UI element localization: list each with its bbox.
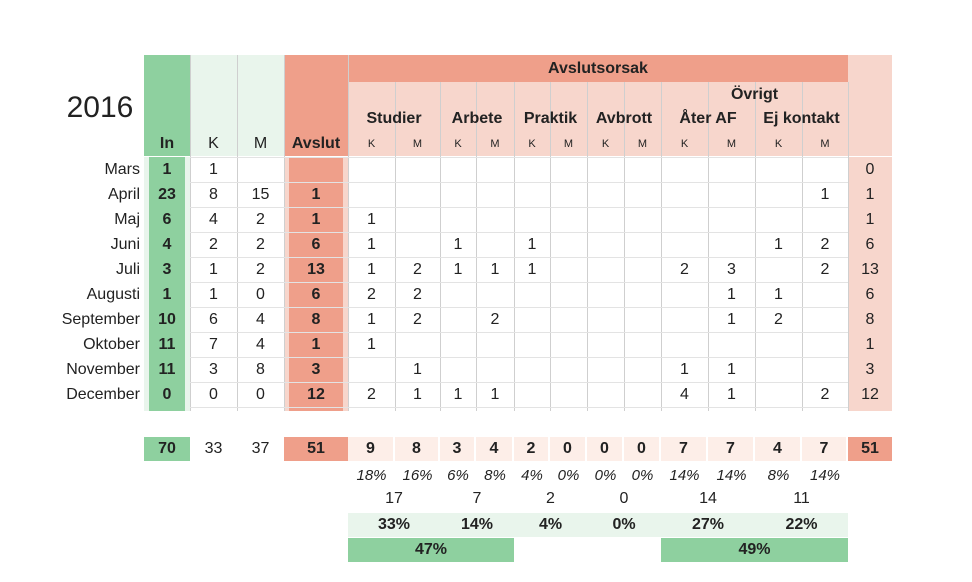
total-column-header-bg — [848, 55, 892, 156]
reason-cell — [624, 282, 661, 307]
month-label: Augusti — [86, 285, 140, 303]
m-value: 0 — [256, 385, 265, 403]
reason-cell — [348, 182, 395, 207]
category-percent: 22% — [785, 516, 818, 533]
reason-cell — [587, 207, 624, 232]
row-total: 6 — [865, 285, 875, 303]
reason-cell — [624, 257, 661, 282]
reason-cell: 1 — [527, 260, 537, 278]
total-reason-cell: 0 — [587, 437, 622, 461]
reason-cell — [348, 157, 395, 182]
avslut-value: 3 — [311, 360, 321, 378]
reason-cell — [476, 332, 514, 357]
reason-cell — [708, 232, 755, 257]
reason-cell — [802, 307, 848, 332]
reason-cell — [587, 307, 624, 332]
reason-cell: 1 — [727, 310, 736, 328]
reason-cell — [624, 332, 661, 357]
category-sum: 2 — [546, 490, 555, 507]
m-value: 2 — [256, 210, 265, 228]
reason-cell: 2 — [413, 285, 422, 303]
reason-cell — [440, 332, 476, 357]
sub-m-header: M — [820, 138, 830, 150]
reason-cell — [587, 382, 624, 407]
reason-cell — [348, 357, 395, 382]
reason-cell: 1 — [820, 185, 830, 203]
category-header-3: Avbrott — [595, 110, 653, 127]
in-value: 23 — [158, 185, 176, 203]
reason-cell — [395, 182, 440, 207]
percent-cell: 14% — [669, 466, 700, 484]
category-sum: 0 — [619, 490, 629, 507]
total-in: 70 — [144, 437, 190, 461]
row-total: 6 — [865, 235, 875, 253]
total-k: 33 — [204, 440, 223, 457]
month-label: Oktober — [83, 335, 140, 353]
k-value: 8 — [209, 185, 218, 203]
reason-cell: 1 — [527, 235, 537, 253]
reason-cell — [802, 332, 848, 357]
total-overall: 51 — [848, 437, 892, 461]
avslut-value: 1 — [311, 335, 321, 353]
avslut-value: 1 — [311, 210, 321, 228]
avslut-value: 13 — [307, 260, 325, 278]
reason-cell — [708, 332, 755, 357]
reason-cell — [587, 332, 624, 357]
avslutsorsak-header: Avslutsorsak — [548, 60, 648, 77]
m-value: 4 — [256, 310, 265, 328]
category-header-2: Praktik — [523, 110, 578, 127]
percent-cell: 14% — [809, 466, 841, 484]
reason-cell — [587, 232, 624, 257]
reason-cell — [550, 282, 587, 307]
reason-cell — [395, 232, 440, 257]
month-label: Juli — [115, 260, 140, 278]
reason-cell — [476, 207, 514, 232]
reason-cell: 1 — [367, 210, 376, 228]
in-value: 6 — [162, 210, 172, 228]
reason-cell — [755, 382, 802, 407]
reason-cell — [476, 182, 514, 207]
reason-cell — [708, 207, 755, 232]
m-value: 2 — [256, 235, 265, 253]
total-reason-cell: 7 — [661, 437, 706, 461]
reason-cell — [476, 157, 514, 182]
k-value: 6 — [209, 310, 218, 328]
reason-cell — [802, 207, 848, 232]
in-header: In — [159, 135, 175, 152]
m-value: 15 — [251, 185, 270, 203]
reason-cell — [624, 232, 661, 257]
reason-cell — [514, 357, 550, 382]
reason-cell — [661, 282, 708, 307]
reason-cell: 1 — [774, 285, 783, 303]
reason-cell: 1 — [367, 260, 376, 278]
reason-cell — [550, 332, 587, 357]
sub-m-header: M — [412, 138, 423, 150]
reason-cell — [395, 332, 440, 357]
reason-cell — [587, 282, 624, 307]
avslut-value: 6 — [311, 285, 321, 303]
reason-cell — [624, 357, 661, 382]
m-value: 4 — [256, 335, 265, 353]
month-label: Maj — [114, 210, 140, 228]
reason-cell: 2 — [820, 385, 830, 403]
grid-hline — [190, 407, 848, 408]
total-reason-cell: 7 — [802, 437, 846, 461]
reason-cell: 1 — [367, 235, 376, 253]
m-header: M — [253, 135, 268, 152]
reason-cell — [476, 282, 514, 307]
row-total: 1 — [865, 210, 875, 228]
reason-cell — [550, 232, 587, 257]
reason-cell: 1 — [367, 335, 376, 353]
k-value: 2 — [209, 235, 218, 253]
total-reason-cell: 3 — [440, 437, 474, 461]
category-header-1: Arbete — [451, 110, 503, 127]
k-header: K — [208, 135, 219, 152]
reason-cell — [514, 332, 550, 357]
category-sum: 14 — [699, 490, 717, 507]
group-percent-studier-arbete: 47% — [348, 538, 514, 562]
category-percent: 33% — [377, 516, 411, 533]
percent-cell: 0% — [557, 466, 580, 484]
reason-cell: 2 — [413, 260, 422, 278]
row-total: 1 — [865, 185, 875, 203]
sub-m-header: M — [726, 138, 737, 150]
row-total: 13 — [861, 260, 879, 278]
reason-cell — [802, 357, 848, 382]
k-value: 1 — [209, 285, 218, 303]
month-label: Mars — [104, 160, 140, 178]
reason-cell — [440, 307, 476, 332]
in-value: 10 — [158, 310, 176, 328]
reason-cell — [550, 207, 587, 232]
m-value: 8 — [256, 360, 265, 378]
sub-m-header: M — [490, 138, 500, 150]
category-percent: 0% — [612, 516, 636, 533]
k-value: 4 — [209, 210, 218, 228]
in-value: 3 — [162, 260, 172, 278]
category-sum: 17 — [385, 490, 403, 507]
reason-cell — [708, 182, 755, 207]
category-percent: 14% — [460, 516, 494, 533]
reason-cell — [661, 307, 708, 332]
avslut-value: 8 — [311, 310, 321, 328]
reason-cell — [755, 357, 802, 382]
reason-cell: 1 — [727, 285, 736, 303]
category-sum: 11 — [793, 490, 810, 507]
month-label: September — [61, 310, 140, 328]
in-value: 1 — [162, 160, 172, 178]
percent-cell: 8% — [767, 466, 790, 484]
percent-cell: 0% — [594, 466, 617, 484]
total-reason-cell: 0 — [550, 437, 585, 461]
m-value: 2 — [256, 260, 265, 278]
reason-cell — [395, 157, 440, 182]
sub-m-header: M — [637, 138, 648, 150]
k-value: 3 — [209, 360, 218, 378]
reason-cell — [550, 182, 587, 207]
reason-cell — [550, 382, 587, 407]
reason-cell — [514, 157, 550, 182]
reason-cell — [514, 382, 550, 407]
avslut-value: 1 — [311, 185, 321, 203]
row-total: 0 — [865, 160, 875, 178]
reason-cell: 3 — [727, 260, 736, 278]
reason-cell — [755, 182, 802, 207]
reason-cell — [440, 282, 476, 307]
row-total: 3 — [865, 360, 875, 378]
reason-cell: 1 — [490, 260, 500, 278]
k-value: 7 — [209, 335, 218, 353]
row-total: 8 — [865, 310, 875, 328]
reason-cell — [755, 207, 802, 232]
group-percent-ovrigt: 49% — [661, 538, 848, 562]
total-m: 37 — [251, 440, 270, 457]
total-reason-cell: 4 — [755, 437, 800, 461]
reason-cell — [440, 182, 476, 207]
reason-cell — [661, 332, 708, 357]
reason-cell: 2 — [367, 285, 376, 303]
reason-cell — [661, 157, 708, 182]
reason-cell — [755, 332, 802, 357]
reason-cell: 2 — [820, 235, 830, 253]
reason-cell — [476, 232, 514, 257]
k-value: 1 — [209, 160, 218, 178]
year-label: 2016 — [66, 91, 134, 124]
reason-cell: 1 — [453, 235, 463, 253]
reason-cell — [802, 157, 848, 182]
sub-k-header: K — [454, 138, 462, 150]
row-total: 12 — [861, 385, 879, 403]
in-value: 11 — [158, 360, 176, 378]
category-sum: 7 — [472, 490, 482, 507]
reason-cell — [587, 157, 624, 182]
in-value: 11 — [158, 335, 176, 353]
reason-cell — [514, 207, 550, 232]
reason-cell — [661, 182, 708, 207]
total-reason-cell: 2 — [514, 437, 548, 461]
reason-cell — [440, 157, 476, 182]
reason-cell — [440, 207, 476, 232]
reason-cell: 4 — [680, 385, 689, 403]
reason-cell: 1 — [774, 235, 783, 253]
reason-cell — [395, 207, 440, 232]
total-reason-cell: 8 — [395, 437, 438, 461]
category-percent: 27% — [691, 516, 725, 533]
reason-cell — [550, 157, 587, 182]
reason-cell: 1 — [490, 385, 500, 403]
reason-cell — [624, 382, 661, 407]
reason-cell — [661, 232, 708, 257]
reason-cell — [802, 282, 848, 307]
row-total: 1 — [865, 335, 875, 353]
reason-cell: 2 — [680, 260, 689, 278]
in-value: 4 — [162, 235, 172, 253]
percent-cell: 4% — [521, 466, 543, 484]
percent-cell: 14% — [716, 466, 747, 484]
total-reason-cell: 0 — [624, 437, 659, 461]
total-reason-cell: 7 — [708, 437, 753, 461]
reason-cell: 1 — [413, 385, 422, 403]
percent-cell: 16% — [402, 466, 433, 484]
reason-cell — [440, 357, 476, 382]
month-label: Juni — [110, 235, 140, 253]
category-header-4: Åter AF — [679, 110, 737, 127]
reason-cell — [624, 307, 661, 332]
reason-cell: 2 — [820, 260, 830, 278]
reason-cell: 1 — [453, 385, 463, 403]
reason-cell: 1 — [727, 360, 736, 378]
reason-cell: 1 — [727, 385, 736, 403]
k-value: 1 — [209, 260, 218, 278]
in-value: 0 — [162, 385, 172, 403]
month-label: November — [66, 360, 140, 378]
reason-cell — [550, 357, 587, 382]
reason-cell — [550, 257, 587, 282]
reason-cell — [624, 182, 661, 207]
reason-cell — [587, 182, 624, 207]
reason-cell: 1 — [680, 360, 689, 378]
m-value — [237, 157, 284, 182]
reason-cell — [514, 282, 550, 307]
avslut-value: 12 — [307, 385, 325, 403]
sub-k-header: K — [601, 138, 610, 150]
sub-k-header: K — [680, 138, 689, 150]
sub-m-header: M — [563, 138, 574, 150]
reason-cell — [624, 207, 661, 232]
reason-cell — [587, 357, 624, 382]
avslut-header: Avslut — [291, 135, 341, 152]
total-reason-cell: 9 — [348, 437, 393, 461]
in-value: 1 — [162, 285, 172, 303]
reason-cell: 1 — [413, 360, 422, 378]
category-header-0: Studier — [366, 110, 422, 127]
reason-cell — [624, 157, 661, 182]
reason-cell: 1 — [367, 310, 376, 328]
sub-k-header: K — [774, 138, 783, 150]
reason-cell: 2 — [413, 310, 422, 328]
m-value: 0 — [256, 285, 265, 303]
reason-cell: 1 — [453, 260, 463, 278]
month-label: December — [66, 385, 140, 403]
reason-cell — [514, 307, 550, 332]
reason-cell: 2 — [367, 385, 376, 403]
reason-cell — [755, 257, 802, 282]
reason-cell — [587, 257, 624, 282]
avslut-value: 6 — [311, 235, 321, 253]
avslut-value — [284, 157, 348, 182]
percent-cell: 18% — [356, 466, 387, 484]
reason-cell — [755, 157, 802, 182]
reason-cell — [550, 307, 587, 332]
ovrigt-header: Övrigt — [730, 86, 779, 103]
total-reason-cell: 4 — [476, 437, 512, 461]
reason-cell: 2 — [774, 310, 783, 328]
category-percent: 4% — [538, 516, 563, 533]
sub-k-header: K — [367, 138, 376, 150]
reason-cell — [476, 357, 514, 382]
category-header-5: Ej kontakt — [763, 110, 840, 127]
reason-cell: 2 — [490, 310, 500, 328]
percent-cell: 6% — [447, 466, 469, 484]
k-value: 0 — [209, 385, 218, 403]
percent-cell: 8% — [484, 466, 506, 484]
month-label: April — [107, 185, 140, 203]
reason-cell — [661, 207, 708, 232]
reason-cell — [514, 182, 550, 207]
reason-cell — [708, 157, 755, 182]
total-avslut: 51 — [284, 437, 348, 461]
percent-cell: 0% — [631, 466, 654, 484]
sub-k-header: K — [528, 138, 536, 150]
